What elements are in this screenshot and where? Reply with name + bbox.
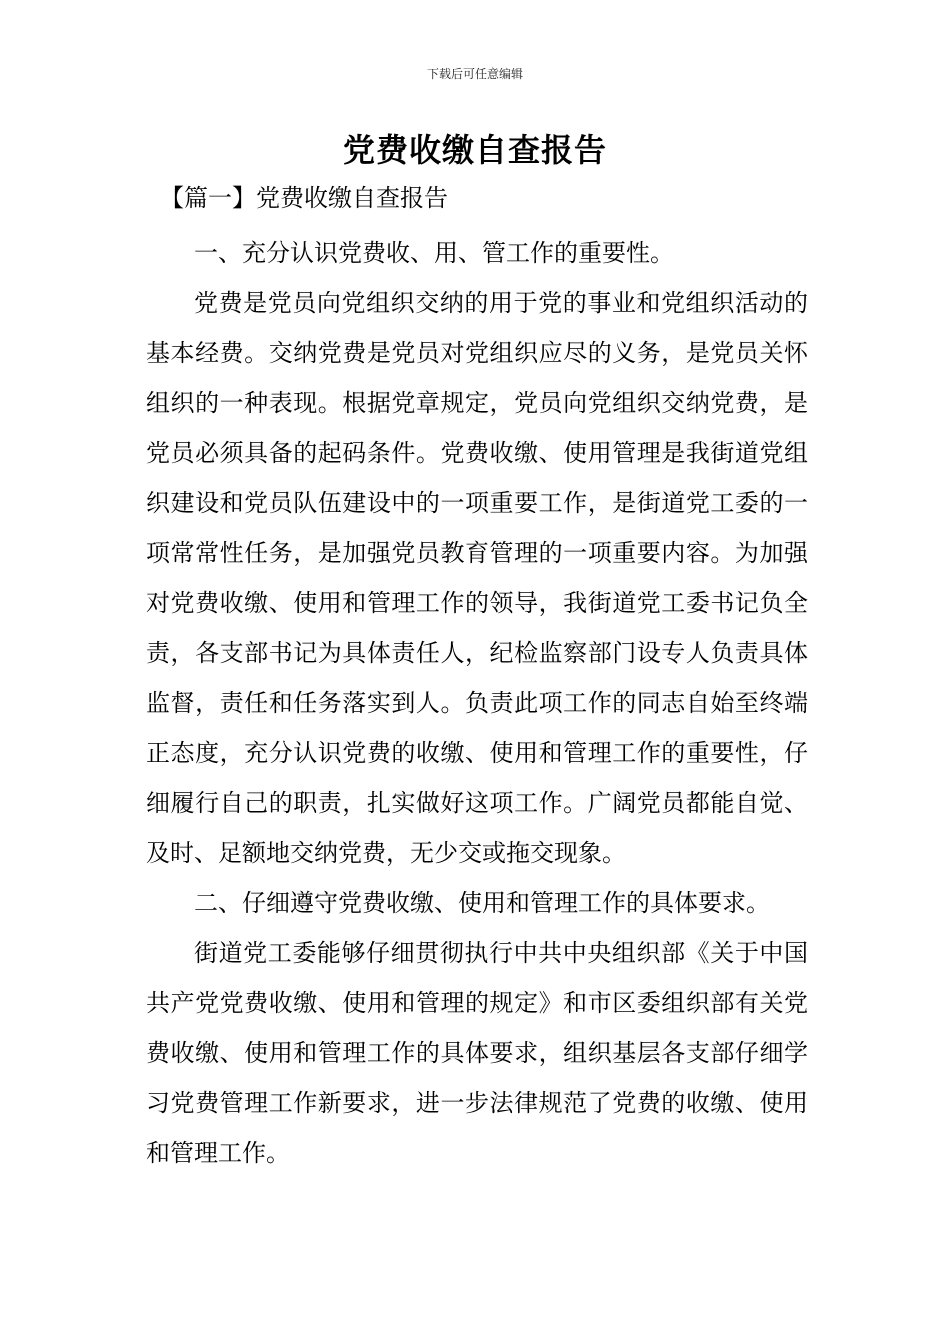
header-note: 下载后可任意编辑: [426, 67, 523, 81]
paragraph-2: 街道党工委能够仔细贯彻执行中共中央组织部《关于中国共产党党费收缴、使用和管理的规定》和市区委组织部有关党费收缴、使用和管理工作的具体要求，组织基层各支部仔细学习党费管理工作新要求，进一步法律规范了党费的收缴、使用和管理工作。: [146, 939, 808, 1167]
document-title: 党费收缴自查报告: [342, 131, 607, 169]
section-heading: 【篇一】党费收缴自查报告: [160, 184, 448, 212]
body-text: [146, 228, 808, 1178]
paragraph-heading-1: 一、充分认识党费收、用、管工作的重要性。: [194, 239, 674, 267]
paragraph-1: 党费是党员向党组织交纳的用于党的事业和党组织活动的基本经费。交纳党费是党员对党组织应尽的义务，是党员关怀组织的一种表现。根据党章规定，党员向党组织交纳党费，是党员必须具备的起码条件。党费收缴、使用管理是我街道党组织建设和党员队伍建设中的一项重要工作，是街道党工委的一项常常性任务，是加强党员教育管理的一项重要内容。为加强对党费收缴、使用和管理工作的领导，我街道党工委书记负全责，各支部书记为具体责任人，纪检监察部门设专人负责具体监督，责任和任务落实到人。负责此项工作的同志自始至终端正态度，充分认识党费的收缴、使用和管理工作的重要性，仔细履行自己的职责，扎实做好这项工作。广阔党员都能自觉、及时、足额地交纳党费，无少交或拖交现象。: [146, 289, 808, 867]
paragraph-heading-2: 二、仔细遵守党费收缴、使用和管理工作的具体要求。: [194, 889, 770, 917]
